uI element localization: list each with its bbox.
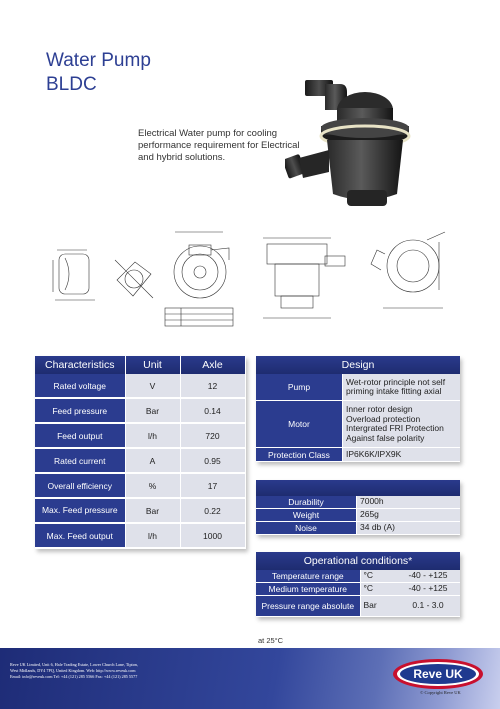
row-value: 0.95	[180, 448, 245, 473]
address-line: Reve UK Limited, Unit 6, Hale Trading Estate, Lower Church Lane, Tipton,	[10, 662, 138, 667]
durability-value: 7000h	[357, 496, 461, 509]
page-subtitle: BLDC	[46, 74, 97, 95]
row-label: Feed pressure	[35, 398, 125, 423]
table-row	[256, 374, 460, 401]
pressure-range-label: Pressure range absolute	[256, 596, 360, 617]
row-value: 17	[180, 473, 245, 498]
temperature-range-value: -40 - +125	[396, 570, 460, 583]
row-label: Feed output	[35, 423, 125, 448]
row-unit: Bar	[125, 498, 180, 523]
table-row	[256, 570, 460, 583]
drawing-front-view	[165, 232, 233, 326]
table-row	[35, 448, 245, 473]
table-row	[256, 496, 460, 509]
motor-label: Motor	[256, 401, 343, 448]
operational-header: Operational conditions*	[256, 552, 460, 570]
row-label: Max. Feed pressure	[35, 498, 125, 523]
reve-uk-logo	[392, 658, 484, 690]
row-label: Rated voltage	[35, 374, 125, 398]
table-row	[256, 596, 460, 617]
protection-class-label: Protection Class	[256, 448, 343, 462]
row-unit: Bar	[125, 398, 180, 423]
characteristics-header: Characteristics	[35, 356, 125, 374]
table-row	[256, 583, 460, 596]
table-row	[256, 401, 460, 448]
motor-line: Intergrated FRI Protection	[346, 423, 444, 433]
table-row	[35, 374, 245, 398]
medium-temperature-value: -40 - +125	[396, 583, 460, 596]
row-unit: A	[125, 448, 180, 473]
design-panel	[256, 356, 460, 462]
table-row	[35, 398, 245, 423]
row-unit: l/h	[125, 523, 180, 548]
row-value: 720	[180, 423, 245, 448]
table-row	[35, 523, 245, 548]
table-row	[35, 473, 245, 498]
table-row	[256, 448, 460, 462]
table-row	[35, 423, 245, 448]
company-address	[10, 662, 370, 681]
drawing-side-view	[53, 250, 95, 300]
row-value: 1000	[180, 523, 245, 548]
noise-value: 34 db (A)	[357, 522, 461, 535]
medium-temperature-label: Medium temperature	[256, 583, 360, 596]
durability-header-bar	[256, 480, 460, 496]
drawing-section-view	[115, 260, 153, 298]
protection-class-value: IP6K6K/IPX9K	[343, 448, 461, 462]
motor-line: Against false polarity	[346, 432, 425, 443]
logo-text: Reve UK	[413, 667, 463, 681]
durability-label: Durability	[256, 496, 357, 509]
row-value: 0.14	[180, 398, 245, 423]
pressure-range-value: 0.1 - 3.0	[396, 596, 460, 617]
table-row	[256, 509, 460, 522]
noise-label: Noise	[256, 522, 357, 535]
table-row	[256, 522, 460, 535]
row-label: Overall efficiency	[35, 473, 125, 498]
address-line: West Midlands, DY4 7PQ, United Kingdom. Web: http://www.reveuk.com	[10, 668, 136, 674]
weight-label: Weight	[256, 509, 357, 522]
row-unit: %	[125, 473, 180, 498]
copyright: © Copyright Reve UK	[420, 690, 461, 695]
pressure-range-unit: Bar	[360, 596, 396, 617]
motor-value	[343, 401, 461, 448]
contact-line: Email: info@reveuk.com Tel: +44 (121) 285 5566 Fax: +44 (121) 285 5577	[10, 674, 138, 680]
motor-line: Overload protection	[346, 413, 421, 424]
pump-value: Wet-rotor principle not self priming intake fitting axial	[343, 374, 461, 401]
weight-value: 265g	[357, 509, 461, 522]
drawing-top-view	[371, 232, 445, 308]
product-description: Electrical Water pump for cooling performance requirement for Electrical and hybrid solutions.	[138, 128, 300, 163]
row-unit: V	[125, 374, 180, 398]
motor-line: Inner rotor design	[346, 404, 413, 414]
unit-header: Unit	[125, 356, 180, 374]
pump-label: Pump	[256, 374, 343, 401]
page-title: Water Pump	[46, 50, 151, 71]
table-row	[35, 498, 245, 523]
footer	[0, 648, 500, 709]
temperature-range-unit: °C	[360, 570, 396, 583]
temperature-range-label: Temperature range	[256, 570, 360, 583]
design-header: Design	[256, 356, 460, 374]
pump-image	[285, 70, 435, 220]
axle-header: Axle	[180, 356, 245, 374]
durability-panel	[256, 480, 460, 535]
medium-temperature-unit: °C	[360, 583, 396, 596]
row-value: 12	[180, 374, 245, 398]
row-label: Max. Feed output	[35, 523, 125, 548]
technical-drawings	[35, 220, 465, 330]
footnote: at 25°C	[258, 636, 284, 645]
row-label: Rated current	[35, 448, 125, 473]
row-value: 0.22	[180, 498, 245, 523]
characteristics-table	[35, 356, 246, 549]
operational-conditions-panel	[256, 552, 460, 617]
drawing-elevation-view	[263, 238, 345, 318]
row-unit: l/h	[125, 423, 180, 448]
